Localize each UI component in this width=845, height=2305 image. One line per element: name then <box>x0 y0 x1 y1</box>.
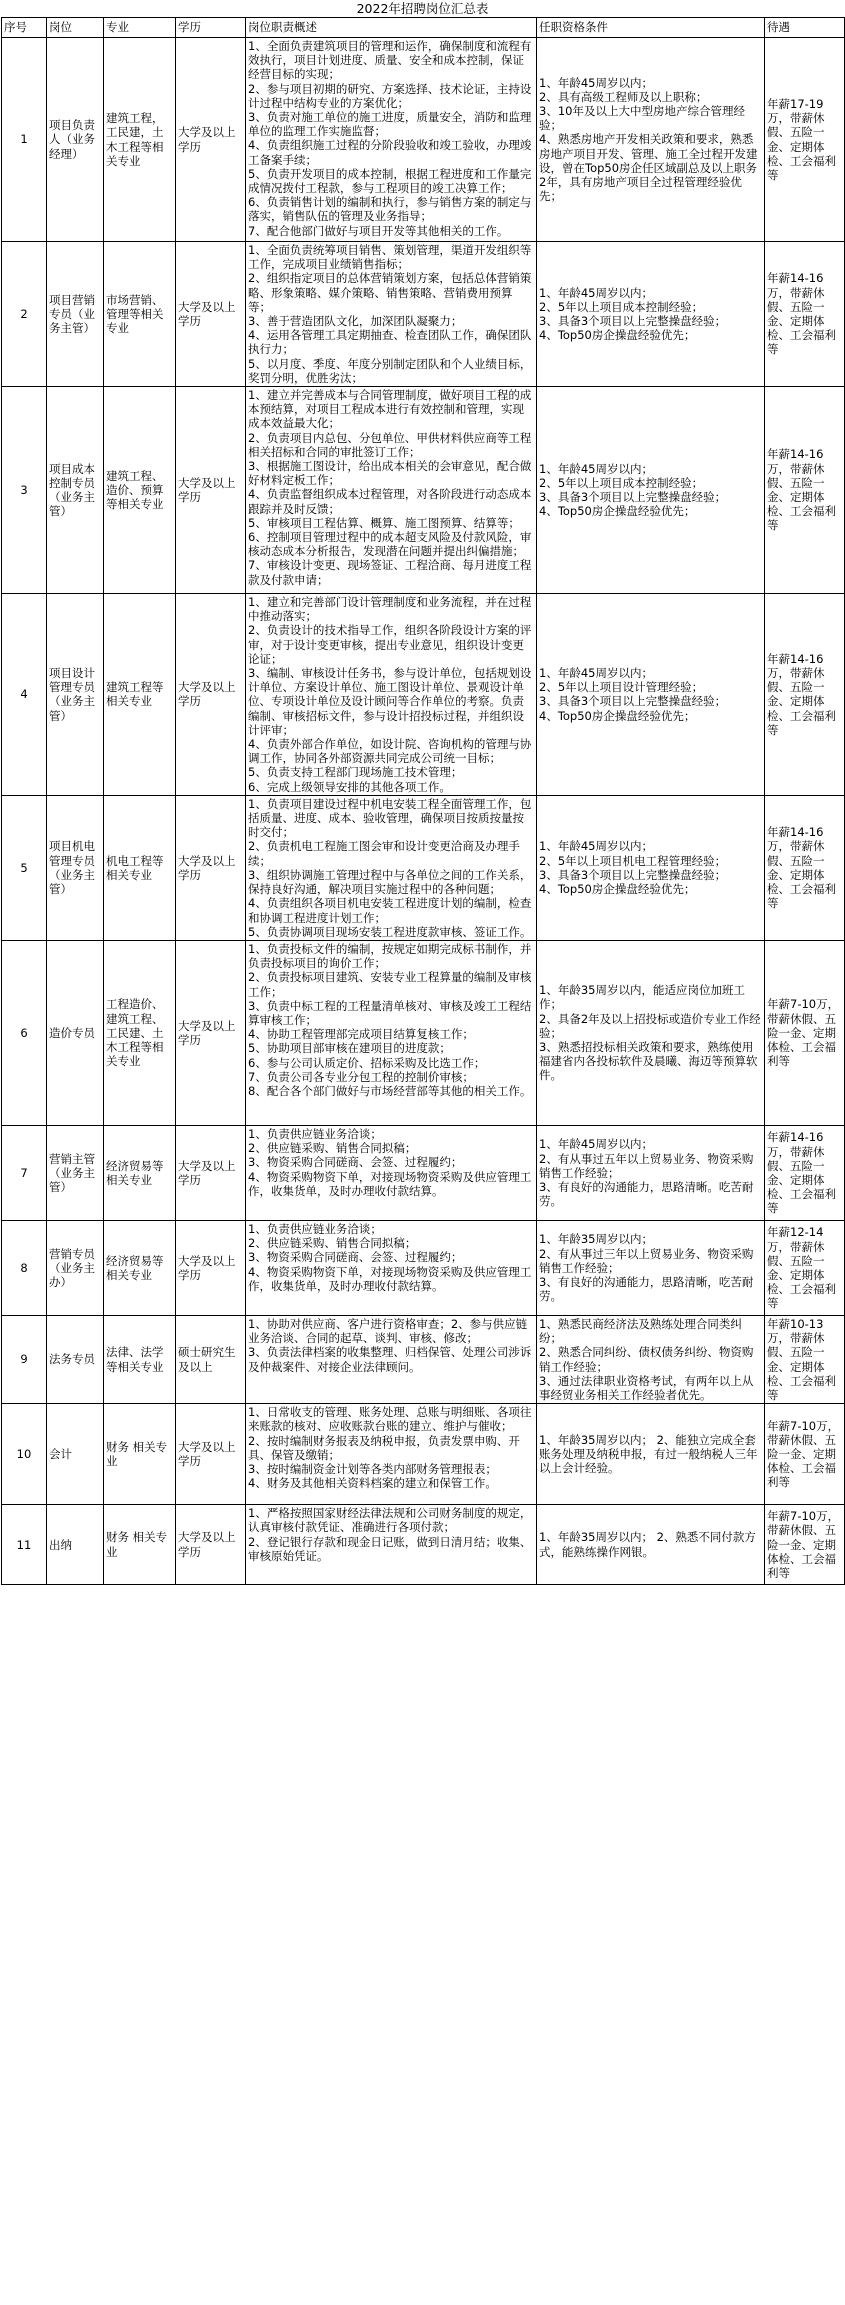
requirements-cell <box>537 1125 765 1220</box>
duties-cell-line: 3、善于营造团队文化，加深团队凝聚力； <box>248 314 463 329</box>
header-cell: 岗位 <box>47 18 104 38</box>
duties-cell-line: 2、按时编制财务报表及纳税申报，负责发票申购、开具、保管及缴销； <box>248 1433 520 1462</box>
requirements-cell-line: 1、年龄45周岁以内； <box>539 839 653 854</box>
table-title: 2022年招聘岗位汇总表 <box>356 1 489 16</box>
duties-cell-line: 5、负责支持工程部门现场施工技术管理； <box>248 765 463 780</box>
duties-cell-line: 5、负责协调项目现场安装工程进度款审核、签证工作。 <box>248 924 532 939</box>
requirements-cell <box>537 1505 765 1585</box>
position-cell: 项目成本控制专员（业务主管） <box>47 387 104 594</box>
requirements-cell-line: 4、Top50房企操盘经验优先； <box>539 328 696 343</box>
requirements-cell-line: 3、10年及以上大中型房地产综合管理经验； <box>539 103 745 133</box>
requirements-cell-line: 1、年龄45周岁以内； <box>539 1137 653 1152</box>
education-cell: 大学及以上学历 <box>176 38 246 242</box>
duties-cell-line: 1、全面负责建筑项目的管理和运作，确保制度和流程有效执行，项目计划进度、质量、安全和成本控制，保证经营目标的实现； <box>248 39 532 82</box>
row-number: 10 <box>2 1404 47 1505</box>
major-cell: 经济贸易等相关专业 <box>104 1220 176 1315</box>
duties-cell-line: 1、建立并完善成本与合同管理制度，做好项目工程的成本预结算，对项目工程成本进行有效控制和管理，实现成本效益最大化； <box>248 388 532 431</box>
major-cell: 财务 相关专业 <box>104 1404 176 1505</box>
duties-cell-line: 3、编制、审核设计任务书，参与设计单位，包括规划设计单位、方案设计单位、施工图设计单位、景观设计单位、专项设计单位及设计顾问等合作单位的考察。负责编制、审核招标文件，参与设计招投标过程，并组织设计评审； <box>248 666 532 737</box>
row-number: 5 <box>2 795 47 940</box>
duties-cell-line: 2、负责机电工程施工图会审和设计变更洽商及办理手续； <box>248 839 520 868</box>
duties-cell-line: 2、组织指定项目的总体营销策划方案，包括总体营销策略、形象策略、媒介策略、销售策略、营销费用预算等； <box>248 271 532 314</box>
pay-cell: 年薪10-13万，带薪休假、五险一金、定期体检、工会福利等 <box>765 1315 845 1403</box>
position-cell: 营销主管（业务主管） <box>47 1125 104 1220</box>
duties-cell <box>246 38 537 242</box>
duties-cell-line: 1、全面负责统筹项目销售、策划管理，渠道开发组织等工作，完成项目业绩销售指标； <box>248 243 532 272</box>
duties-cell-line: 6、负责销售计划的编制和执行，参与销售方案的制定与落实，销售队伍的管理及业务指导； <box>248 195 532 224</box>
duties-cell-line: 2、参与项目初期的研究、方案选择、技术论证，主持设计过程中结构专业的方案优化； <box>248 81 532 110</box>
table-row <box>2 1220 845 1315</box>
requirements-cell <box>537 387 765 594</box>
duties-cell-line: 3、按时编制资金计划等各类内部财务管理报表； <box>248 1461 497 1476</box>
duties-cell-line: 4、运用各管理工具定期抽查、检查团队工作，确保团队执行力； <box>248 328 532 357</box>
duties-cell-line: 5、负责开发项目的成本控制，根据工程进度和工作量完成情况拨付工程款，参与工程项目的竣工决算工作； <box>248 166 532 196</box>
duties-cell-line: 3、物资采购合同磋商、会签、过程履约； <box>248 1155 463 1170</box>
position-cell: 项目营销专员（业务主管） <box>47 242 104 387</box>
requirements-cell-line: 1、年龄45周岁以内； <box>539 461 653 476</box>
duties-cell-line: 5、审核项目工程估算、概算、施工图预算、结算等； <box>248 515 520 530</box>
duties-cell-line: 2、供应链采购、销售合同拟稿； <box>248 1236 417 1251</box>
position-cell: 营销专员（业务主办） <box>47 1220 104 1315</box>
pay-cell: 年薪17-19万，带薪休假、五险一金、定期体检、工会福利等 <box>765 38 845 242</box>
table-row <box>2 242 845 387</box>
duties-cell-line: 2、负责项目内总包、分包单位、甲供材料供应商等工程相关招标和合同的审批签订工作； <box>248 430 532 459</box>
duties-cell <box>246 1125 537 1220</box>
requirements-cell <box>537 940 765 1125</box>
position-cell: 项目负责人（业务经理） <box>47 38 104 242</box>
requirements-cell-line: 1、年龄45周岁以内； <box>539 285 653 300</box>
duties-cell-line: 4、负责监督组织成本过程管理，对各阶段进行动态成本跟踪并及时反馈； <box>248 487 532 516</box>
requirements-cell <box>537 1404 765 1505</box>
position-cell: 造价专员 <box>47 940 104 1125</box>
major-cell: 经济贸易等相关专业 <box>104 1125 176 1220</box>
row-number: 2 <box>2 242 47 387</box>
requirements-cell-line: 1、年龄35周岁以内； 2、能独立完成全套账务处理及纳税申报，有过一般纳税人三年以上会计经验。 <box>539 1432 758 1476</box>
table-row <box>2 1505 845 1585</box>
table-row <box>2 594 845 796</box>
education-cell: 大学及以上学历 <box>176 387 246 594</box>
duties-cell <box>246 594 537 796</box>
requirements-cell-line: 3、具备3个项目以上完整操盘经验； <box>539 694 727 709</box>
duties-cell-line: 1、协助对供应商、客户进行资格审查；2、参与供应链业务洽谈、合同的起草、谈判、审核、修改； <box>248 1316 528 1346</box>
duties-cell-line: 3、物资采购合同磋商、会签、过程履约； <box>248 1250 463 1265</box>
duties-cell-line: 1、日常收支的管理、账务处理、总账与明细账、各项往来账款的核对、应收账款台账的建立、维护与催收； <box>248 1405 532 1434</box>
row-number: 6 <box>2 940 47 1125</box>
duties-cell-line: 1、负责投标文件的编制，按规定如期完成标书制作，并负责投标项目的询价工作； <box>248 941 532 971</box>
duties-cell-line: 7、配合他部门做好与项目开发等其他相关的工作。 <box>248 223 509 238</box>
duties-cell-line: 4、负责组织施工过程的分阶段验收和竣工验收，办理竣工备案手续； <box>248 138 532 167</box>
education-cell: 大学及以上学历 <box>176 795 246 940</box>
duties-cell-line: 2、负责设计的技术指导工作，组织各阶段设计方案的评审，对于设计变更审核，提出专业意见，组织设计变更论证； <box>248 623 532 666</box>
requirements-cell-line: 1、年龄35周岁以内； <box>539 1232 653 1247</box>
requirements-cell-line: 4、Top50房企操盘经验优先； <box>539 708 696 723</box>
requirements-cell <box>537 38 765 242</box>
table-row <box>2 387 845 594</box>
requirements-cell-line: 3、有良好的沟通能力，思路清晰，吃苦耐劳。 <box>539 1275 754 1304</box>
duties-cell-line: 1、负责供应链业务洽谈； <box>248 1221 382 1236</box>
duties-cell-line: 6、参与公司认质定价、招标采购及比选工作； <box>248 1055 486 1070</box>
duties-cell-line: 4、负责组织各项目机电安装工程进度计划的编制，检查和协调工程进度计划工作； <box>248 896 532 925</box>
duties-cell-line: 3、负责法律档案的收集整理、归档保管、处理公司涉诉及仲裁案件、对接企业法律顾问。 <box>248 1345 532 1374</box>
pay-cell: 年薪14-16万，带薪休假、五险一金、定期体检、工会福利等 <box>765 1125 845 1220</box>
requirements-cell-line: 2、有从事过五年以上贸易业务、物资采购销售工作经验； <box>539 1151 754 1180</box>
education-cell: 大学及以上学历 <box>176 242 246 387</box>
header-cell: 序号 <box>2 18 47 38</box>
position-cell: 项目设计管理专员（业务主管） <box>47 594 104 796</box>
row-number: 11 <box>2 1505 47 1585</box>
recruitment-table <box>1 17 845 1585</box>
pay-cell: 年薪14-16万，带薪休假、五险一金、定期体检、工会福利等 <box>765 242 845 387</box>
duties-cell <box>246 242 537 387</box>
requirements-cell-line: 3、通过法律职业资格考试，有两年以上从事经贸业务相关工作经验者优先。 <box>539 1373 754 1402</box>
position-cell: 出纳 <box>47 1505 104 1585</box>
major-cell: 工程造价、建筑工程、工民建、土木工程等相关专业 <box>104 940 176 1125</box>
duties-cell-line: 1、建立和完善部门设计管理制度和业务流程，并在过程中推动落实； <box>248 595 532 624</box>
duties-cell-line: 1、严格按照国家财经法律法规和公司财务制度的规定，认真审核付款凭证、准确进行各项付款； <box>248 1506 532 1535</box>
pay-cell: 年薪12-14万，带薪休假、五险一金、定期体检、工会福利等 <box>765 1220 845 1315</box>
duties-cell-line: 5、协助项目部审核在建项目的进度款； <box>248 1041 451 1056</box>
requirements-cell-line: 3、具备3个项目以上完整操盘经验； <box>539 314 727 329</box>
table-row <box>2 1315 845 1403</box>
row-number: 7 <box>2 1125 47 1220</box>
major-cell: 建筑工程、造价、预算等相关专业 <box>104 387 176 594</box>
requirements-cell-line: 2、具有高级工程师及以上职称； <box>539 89 708 104</box>
requirements-cell <box>537 242 765 387</box>
table-row <box>2 795 845 940</box>
header-cell: 待遇 <box>765 18 845 38</box>
major-cell: 建筑工程等相关专业 <box>104 594 176 796</box>
row-number: 4 <box>2 594 47 796</box>
major-cell: 财务 相关专业 <box>104 1505 176 1585</box>
requirements-cell-line: 4、Top50房企操盘经验优先； <box>539 882 696 897</box>
requirements-cell-line: 1、年龄45周岁以内； <box>539 75 653 90</box>
duties-cell-line: 4、物资采购物资下单，对接现场物资采购及供应管理工作，收集货单，及时办理收付款结算。 <box>248 1264 532 1293</box>
education-cell: 大学及以上学历 <box>176 1505 246 1585</box>
duties-cell <box>246 1220 537 1315</box>
education-cell: 大学及以上学历 <box>176 594 246 796</box>
education-cell: 大学及以上学历 <box>176 1125 246 1220</box>
header-cell: 专业 <box>104 18 176 38</box>
requirements-cell-line: 1、年龄45周岁以内； <box>539 666 653 681</box>
header-cell: 学历 <box>176 18 246 38</box>
requirements-cell-line: 2、熟悉合同纠纷、债权债务纠纷、物资购销工作经验； <box>539 1345 754 1374</box>
duties-cell <box>246 1404 537 1505</box>
requirements-cell-line: 2、有从事过三年以上贸易业务、物资采购销售工作经验； <box>539 1246 754 1275</box>
requirements-cell-line: 3、具备3个项目以上完整操盘经验； <box>539 490 727 505</box>
duties-cell-line: 2、负责投标项目建筑、安装专业工程算量的编制及审核工作； <box>248 970 532 999</box>
requirements-cell-line: 1、年龄35周岁以内，能适应岗位加班工作； <box>539 983 745 1012</box>
duties-cell-line: 4、财务及其他相关资料档案的建立和保管工作。 <box>248 1476 497 1491</box>
duties-cell-line: 5、以月度、季度、年度分别制定团队和个人业绩目标，奖罚分明，优胜劣汰； <box>248 356 532 385</box>
duties-cell-line: 3、负责中标工程的工程量清单核对、审核及竣工工程结算审核工作； <box>248 998 532 1027</box>
requirements-cell-line: 2、5年以上项目成本控制经验； <box>539 299 704 314</box>
requirements-cell-line: 2、5年以上项目机电工程管理经验； <box>539 853 727 868</box>
duties-cell <box>246 795 537 940</box>
requirements-cell-line: 1、熟悉民商经济法及熟练处理合同类纠纷； <box>539 1316 742 1346</box>
table-body <box>2 38 845 1585</box>
duties-cell-line: 8、配合各个部门做好与市场经营部等其他的相关工作。 <box>248 1083 532 1098</box>
row-number: 9 <box>2 1315 47 1403</box>
education-cell: 硕士研究生及以上 <box>176 1315 246 1403</box>
position-cell: 项目机电管理专员（业务主管） <box>47 795 104 940</box>
row-number: 8 <box>2 1220 47 1315</box>
pay-cell: 年薪7-10万，带薪休假、五险一金、定期体检、工会福利等 <box>765 940 845 1125</box>
duties-cell <box>246 1505 537 1585</box>
requirements-cell-line: 3、熟悉招投标相关政策和要求，熟练使用福建省内各投标软件及晨曦、海迈等预算软件。 <box>539 1040 758 1083</box>
requirements-cell-line: 1、年龄35周岁以内； 2、熟悉不同付款方式，能熟练操作网银。 <box>539 1530 756 1559</box>
table-row <box>2 38 845 242</box>
requirements-cell-line: 3、有良好的沟通能力，思路清晰。吃苦耐劳。 <box>539 1180 754 1209</box>
duties-cell-line: 4、协助工程管理部完成项目结算复核工作； <box>248 1027 474 1042</box>
row-number: 1 <box>2 38 47 242</box>
duties-cell-line: 6、完成上级领导安排的其他各项工作。 <box>248 779 451 794</box>
header-row <box>2 18 845 38</box>
duties-cell-line: 7、负责公司各专业分包工程的控制价审核； <box>248 1069 474 1084</box>
requirements-cell-line: 4、Top50房企操盘经验优先； <box>539 504 696 519</box>
duties-cell-line: 1、负责供应链业务洽谈； <box>248 1126 382 1141</box>
duties-cell <box>246 1315 537 1403</box>
duties-cell <box>246 940 537 1125</box>
requirements-cell-line: 2、5年以上项目设计管理经验； <box>539 680 704 695</box>
duties-cell <box>246 387 537 594</box>
duties-cell-line: 6、控制项目管理过程中的成本超支风险及付款风险，审核动态成本分析报告，发现潜在问题并提出纠偏措施； <box>248 530 532 559</box>
education-cell: 大学及以上学历 <box>176 940 246 1125</box>
requirements-cell-line: 4、熟悉房地产开发相关政策和要求，熟悉房地产项目开发、管理、施工全过程开发建设，曾在Top50房企任区域副总及以上职务2年，具有房地产项目全过程管理经验优先； <box>539 132 758 204</box>
header-cell: 岗位职责概述 <box>246 18 537 38</box>
table-row <box>2 1404 845 1505</box>
pay-cell: 年薪14-16万，带薪休假、五险一金、定期体检、工会福利等 <box>765 795 845 940</box>
requirements-cell <box>537 594 765 796</box>
pay-cell: 年薪14-16万，带薪休假、五险一金、定期体检、工会福利等 <box>765 387 845 594</box>
table-row <box>2 1125 845 1220</box>
duties-cell-line: 4、负责外部合作单位，如设计院、咨询机构的管理与协调工作，协同各外部资源共同完成公司统一目标； <box>248 737 532 766</box>
position-cell: 会计 <box>47 1404 104 1505</box>
requirements-cell <box>537 1315 765 1403</box>
major-cell: 建筑工程，工民建，土木工程等相关专业 <box>104 38 176 242</box>
education-cell: 大学及以上学历 <box>176 1404 246 1505</box>
pay-cell: 年薪14-16万，带薪休假、五险一金、定期体检、工会福利等 <box>765 594 845 796</box>
requirements-cell <box>537 1220 765 1315</box>
requirements-cell-line: 3、具备3个项目以上完整操盘经验； <box>539 867 727 882</box>
position-cell: 法务专员 <box>47 1315 104 1403</box>
header-cell: 任职资格条件 <box>537 18 765 38</box>
requirements-cell-line: 2、具备2年及以上招投标或造价专业工作经验； <box>539 1011 761 1040</box>
duties-cell-line: 1、负责项目建设过程中机电安装工程全面管理工作，包括质量、进度、成本、验收管理，确保项目按质按量按时交付； <box>248 796 532 840</box>
duties-cell-line: 7、审核设计变更、现场签证、工程洽商、每月进度工程款及付款申请； <box>248 558 532 587</box>
duties-cell-line: 3、组织协调施工管理过程中与各单位之间的工作关系，保持良好沟通，解决项目实施过程中的各种问题； <box>248 867 532 897</box>
duties-cell-line: 3、根据施工图设计，给出成本相关的会审意见，配合做好材料定板工作； <box>248 459 532 488</box>
table-row <box>2 940 845 1125</box>
major-cell: 市场营销、管理等相关专业 <box>104 242 176 387</box>
duties-cell-line: 2、供应链采购、销售合同拟稿； <box>248 1141 417 1156</box>
major-cell: 机电工程等相关专业 <box>104 795 176 940</box>
requirements-cell-line: 2、5年以上项目成本控制经验； <box>539 475 704 490</box>
education-cell: 大学及以上学历 <box>176 1220 246 1315</box>
row-number: 3 <box>2 387 47 594</box>
pay-cell: 年薪7-10万，带薪休假、五险一金、定期体检、工会福利等 <box>765 1505 845 1585</box>
requirements-cell <box>537 795 765 940</box>
major-cell: 法律、法学等相关专业 <box>104 1315 176 1403</box>
duties-cell-line: 3、负责对施工单位的施工进度，质量安全，消防和监理单位的监理工作实施监督； <box>248 110 532 139</box>
duties-cell-line: 4、物资采购物资下单，对接现场物资采购及供应管理工作，收集货单，及时办理收付款结算。 <box>248 1169 532 1198</box>
duties-cell-line: 2、登记银行存款和现金日记账，做到日清月结；收集、审核原始凭证。 <box>248 1534 532 1563</box>
pay-cell: 年薪7-10万，带薪休假、五险一金、定期体检、工会福利等 <box>765 1404 845 1505</box>
